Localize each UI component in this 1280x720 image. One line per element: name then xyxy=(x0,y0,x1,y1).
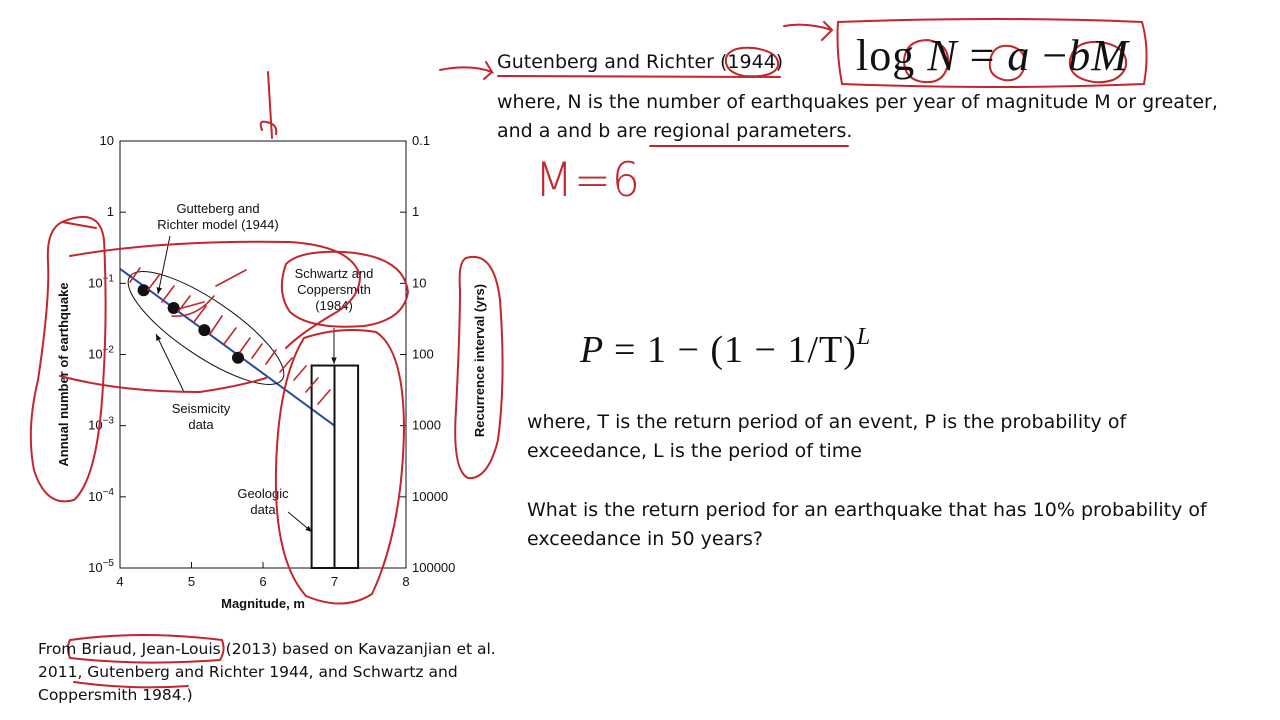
figure-citation: From Briaud, Jean-Louis (2013) based on Kavazanjian et al. 2011, Gutenberg and Richter 1944, and Schwartz and Coppersmith 1984.) xyxy=(38,640,496,704)
y-tick-label-right: 100 xyxy=(412,346,434,362)
eq-a: a xyxy=(1007,31,1031,80)
peq-lhs: P xyxy=(580,329,604,371)
gr-explanation: where, N is the number of earthquakes per year of magnitude M or greater, and a and b are regional parameters. xyxy=(497,91,1218,142)
pen-arrow-to-heading xyxy=(440,62,492,79)
peq-exp: L xyxy=(856,324,872,350)
pen-arrow-to-equation xyxy=(784,22,832,40)
probability-explanation: where, T is the return period of an event, P is the probability of exceedance, L is the period of time xyxy=(527,411,1127,462)
annotation-text: Schwartz and xyxy=(294,266,374,281)
y-axis-title-right: Recurrence interval (yrs) xyxy=(472,283,487,438)
pen-band xyxy=(70,242,360,348)
x-tick-label: 7 xyxy=(330,574,339,589)
pen-top-arrow xyxy=(261,72,277,138)
pen-left-loop xyxy=(31,217,106,502)
eq-b: b xyxy=(1068,31,1092,80)
annotation-text: data xyxy=(250,502,276,517)
annotation-text: Richter model (1944) xyxy=(157,217,279,232)
x-tick-label: 8 xyxy=(402,574,410,589)
annotation-text: data xyxy=(188,417,214,432)
eq-minus: − xyxy=(1042,31,1069,80)
pen-cross-label xyxy=(62,222,96,228)
annotation-text: Coppersmith xyxy=(297,282,371,297)
gr-equation xyxy=(856,30,1129,81)
y-tick-label-left: $10^{-5}$ xyxy=(88,558,114,575)
question-text: What is the return period for an earthquake that has 10% probability of exceedance in 50 years? xyxy=(527,499,1207,550)
y-tick-label-right: 0.1 xyxy=(412,133,431,148)
y-tick-label-right: 100000 xyxy=(412,560,456,575)
y-tick-label-left: $10^{-2}$ xyxy=(88,344,114,362)
x-tick-label: 6 xyxy=(259,574,267,589)
y-tick-label-left: 10 xyxy=(99,133,114,148)
x-tick-label: 5 xyxy=(187,574,196,589)
pen-schwartz-loop xyxy=(282,252,408,327)
y-tick-label-left: $10^{-4}$ xyxy=(88,486,114,504)
annotation-text: Seismicity xyxy=(171,401,231,416)
probability-equation xyxy=(580,324,871,372)
y-tick-label-right: 10000 xyxy=(412,488,449,504)
y-tick-label-right: 10 xyxy=(412,275,427,291)
y-tick-label-right: 1000 xyxy=(412,417,441,433)
y-tick-label-left: $10^{-3}$ xyxy=(88,415,114,433)
pen-band-lower xyxy=(60,376,266,392)
peq-rhs: = 1 − (1 − 1/T) xyxy=(614,329,857,371)
eq-N: N xyxy=(927,31,958,80)
eq-equals: = xyxy=(969,31,996,80)
y-tick-label-left: 1 xyxy=(106,204,114,220)
eq-log: log xyxy=(856,31,916,80)
annotation-text: Geologic xyxy=(237,486,289,501)
y-axis-title-left: Annual number of earthquake xyxy=(56,282,71,467)
pen-geologic-loop xyxy=(276,330,404,604)
annotation-text: (1984) xyxy=(315,298,353,313)
annotation-text: Gutteberg and xyxy=(176,201,260,216)
eq-M: M xyxy=(1091,31,1129,80)
section-heading: Gutenberg and Richter (1944) xyxy=(497,51,784,73)
x-axis-title: Magnitude, m xyxy=(221,596,305,611)
pen-right-loop xyxy=(455,257,502,478)
y-tick-label-right: 1 xyxy=(412,204,420,220)
handwritten-note: M=6 xyxy=(535,152,641,209)
y-tick-label-left: $10^{-1}$ xyxy=(88,273,114,291)
x-tick-label: 4 xyxy=(116,574,124,589)
